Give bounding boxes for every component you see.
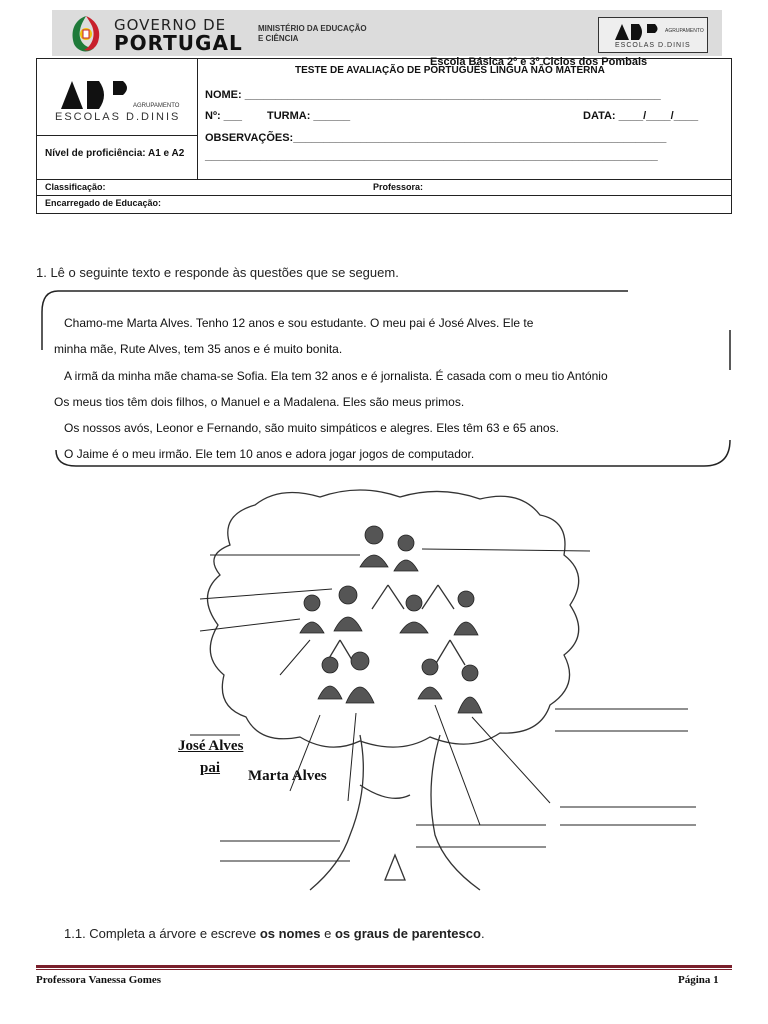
portugal-emblem-icon	[66, 14, 106, 54]
logo-agrup-label: AGRUPAMENTO	[133, 103, 180, 109]
test-title: TESTE DE AVALIAÇÃO DE PORTUGUÊS LÍNGUA NÃO MATERNA	[295, 65, 605, 76]
teacher-label: Professora:	[373, 182, 424, 192]
footer-rule-thin	[36, 969, 732, 970]
tree-illustration	[160, 485, 720, 895]
observations-field-line2[interactable]: __________________________________________________________________________	[205, 150, 658, 162]
reading-paragraph: O Jaime é o meu irmão. Ele tem 10 anos e adora jogar jogos de computador.	[64, 447, 475, 461]
reading-paragraph: Chamo-me Marta Alves. Tenho 12 anos e sou estudante. O meu pai é José Alves. Ele te	[64, 316, 534, 330]
gov-title-line2: PORTUGAL	[114, 31, 243, 55]
q11-bold-names: os nomes	[259, 926, 321, 941]
reading-paragraph: minha mãe, Rute Alves, tem 35 anos e é muito bonita.	[54, 342, 343, 356]
question-1-1	[64, 926, 485, 941]
ministry-line2: E CIÊNCIA	[258, 34, 299, 43]
reading-paragraph: Os nossos avós, Leonor e Fernando, são muito simpáticos e alegres. Eles têm 63 e 65 anos.	[64, 421, 559, 435]
name-field[interactable]: NOME: ____________________________________________________________________	[205, 89, 661, 101]
banner-logo-name: ESCOLAS D.DINIS	[615, 42, 691, 49]
school-logo	[37, 59, 197, 135]
observations-field[interactable]: OBSERVAÇÕES:_____________________________________________________________	[205, 132, 667, 144]
number-field[interactable]: Nº: ___	[205, 110, 243, 122]
q11-bold-relations: os graus de parentesco	[334, 926, 481, 941]
question-1: 1. Lê o seguinte texto e responde às questões que se seguem.	[36, 265, 399, 280]
adp-logo-icon	[59, 77, 131, 111]
logo-school-name: ESCOLAS D.DINIS	[55, 111, 181, 123]
footer-page-number: Página 1	[678, 974, 719, 986]
guardian-label: Encarregado de Educação:	[45, 198, 162, 208]
proficiency-level: Nível de proficiência: A1 e A2	[45, 148, 185, 159]
adp-logo-icon	[613, 21, 663, 41]
q11-text: e	[320, 926, 335, 941]
q11-text: 1.1. Completa a árvore e escreve	[64, 926, 260, 941]
footer-teacher: Professora Vanessa Gomes	[36, 974, 162, 986]
example-name-label: José Alves	[178, 738, 244, 754]
example-relation-label: pai	[200, 760, 221, 776]
reading-text-box	[36, 290, 732, 468]
gov-title-line1: GOVERNO DE	[114, 16, 227, 34]
ministry-label	[258, 24, 367, 44]
ministry-line1: MINISTÉRIO DA EDUCAÇÃO	[258, 24, 367, 33]
grade-label: Classificação:	[45, 182, 106, 192]
banner-school-logo	[598, 17, 708, 53]
school-name: Escola Básica 2º e 3º Ciclos dos Pombais	[430, 56, 648, 68]
q11-text: .	[480, 926, 485, 941]
banner-logo-agrup: AGRUPAMENTO	[665, 28, 704, 34]
footer-rule	[36, 965, 732, 968]
reading-paragraph: A irmã da minha mãe chama-se Sofia. Ela tem 32 anos e é jornalista. É casada com o meu tio António	[64, 369, 608, 383]
marta-label: Marta Alves	[248, 768, 327, 784]
student-info-table	[36, 58, 732, 214]
date-field[interactable]: DATA: ____/____/____	[583, 110, 699, 122]
class-field[interactable]: TURMA: ______	[267, 110, 351, 122]
family-tree	[160, 485, 720, 895]
reading-paragraph: Os meus tios têm dois filhos, o Manuel e a Madalena. Eles são meus primos.	[54, 395, 465, 409]
